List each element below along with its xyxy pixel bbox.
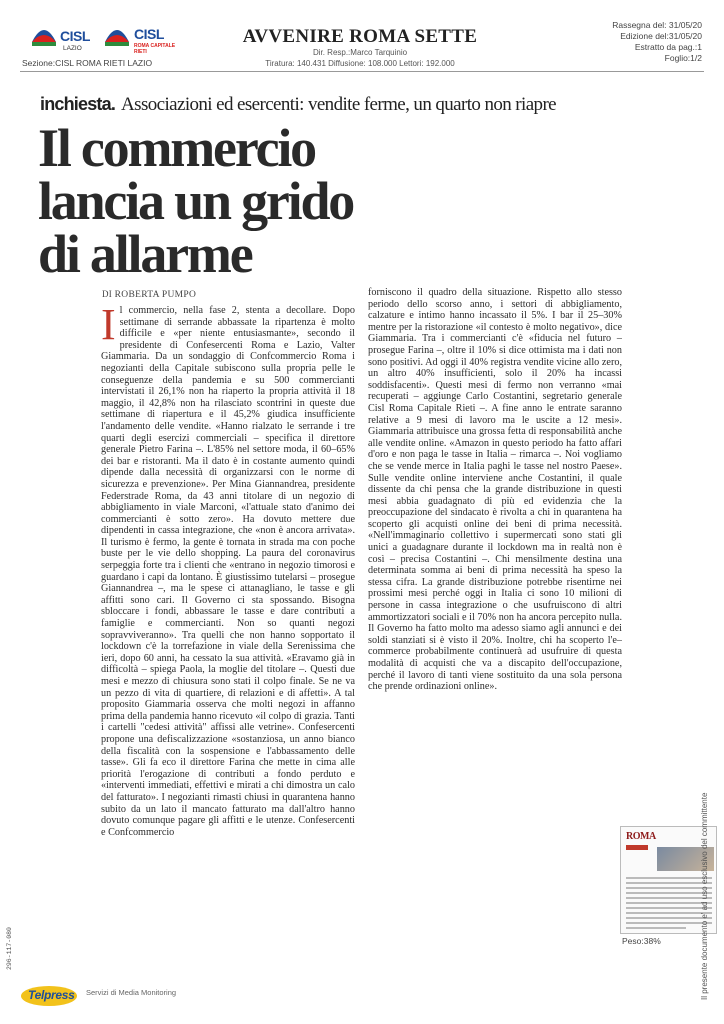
title-line: Il commercio [38, 118, 315, 178]
kicker-label: inchiesta. [40, 94, 116, 114]
column-text: l commercio, nella fase 2, stenta a decollare. Dopo settimane di serrande abbassate la ripartenza è molto difficile e «per niente entusiasmante», secondo il presidente di Confesercenti Roma e Lazio, Valter Giammaria. Da un sondaggio di Confcommercio Roma i negozianti della Capitale subiscono sulla propria pelle le conseguenze della pandemia e su 500 commercianti intervistati il 26,1% non ha riaperto la propria attività il 18 maggio, il 42,8% non ha rilasciato scontrini in queste due settimane di riapertura e il 45,2% giudica insufficiente l'andamento delle vendite. «Hanno rialzato le serrande i tre quarti degli esercizi commerciali – specifica il direttore generale Pietro Farina –. L'85% nel settore moda, il 60–65% dei bar e ristoranti. Ma il dato è in costante aumento quindi dipende dalla necessità di organizzarsi con le norme di sicurezza e prevenzione». Per Mina Giannandrea, presidente Federstrade Roma, da 43 anni titolare di un negozio di abbigliamento in viale Marconi, «l'attuale stato d'animo dei commercianti è sotto zero». Ha dovuto mettere due dipendenti in cassa integrazione, che «non è ancora arrivata». Il turismo è fermo, la gente è tornata in strada ma con poche buste per le vie dello shopping. La paura del coronavirus serpeggia forte tra i clienti che «entrano in negozio timorosi e guardano i capi da lontano. È giustissimo tutelarsi – prosegue Giannandrea –, ma le spese ci attanagliano, le tasse e gli affitti sono cari. Il Governo ci sta spossando. Bisogna sbloccare i fondi, abbassare le tasse e dare contributi a famiglie e commercianti. Non so quanti negozi sopravviveranno». Tra quelli che non hanno sopportato il lockdown c'è la torrefazione in viale della Serenissima che ieri, dopo 60 anni, ha cessato la sua attività. «Eravamo già in difficoltà – spiega Paola, la moglie del titolare –. Questi due mesi e mezzo di chiusura sono stati il colpo finale. Se ne va un pezzo di vita di quartiere, di relazioni e di affetti». A tal proposito Giammaria osserva che molti negozi in affanno prima della pandemia hanno ricevuto «il colpo di grazia. Tanti i cartelli "cedesi attività" affissi alle vetrine». Confesercenti propone una defiscalizzazione «sostanziosa, un anno bianco della fiscalità con la sospensione e l'abbassamento delle tasse». Gli fa eco il direttore Farina che mette in cima alle priorità l'erogazione di contributi a fondo perduto e «interventi immediati, effettivi e mirati a chi dimostra un calo del fatturato». I negozianti rimasti chiusi in quarantena hanno subito da un lato il mancato fatturato ma dall'altro hanno dovuto comunque pagare gli affitti e le utenze. Confesercenti e Confcommercio [101, 305, 355, 838]
telpress-logo-text: Telpress [28, 988, 75, 1002]
author-name: ROBERTA PUMPO [114, 290, 197, 300]
kicker-text: Associazioni ed esercenti: vendite ferme, un quarto non riapre [121, 94, 557, 115]
thumbnail-red-bar [626, 845, 648, 850]
document-code: 296-117-080 [6, 927, 13, 970]
logo-text: CISL [60, 28, 90, 44]
thumbnail-text-line [626, 927, 686, 929]
newspaper-title: AVVENIRE ROMA SETTE [242, 26, 478, 47]
footer-service: Servizi di Media Monitoring [86, 988, 177, 997]
telpress-logo [20, 985, 78, 1007]
usage-notice: Il presente documento e' ad uso esclusivo del committente [700, 792, 709, 1000]
section-label: Sezione:CISL ROMA RIETI LAZIO [22, 58, 153, 68]
review-date: Rassegna del: 31/05/20 [612, 20, 702, 30]
weight-label: Peso:38% [622, 936, 661, 946]
article-column-2 [368, 287, 622, 767]
logo-text: CISL [134, 26, 164, 42]
article-kicker [40, 94, 556, 116]
header-divider [20, 71, 704, 72]
article-title [38, 118, 558, 284]
director-line: Dir. Resp.:Marco Tarquinio [312, 48, 408, 57]
logo-subtext: ROMA CAPITALE RIETI [134, 43, 176, 55]
article-column-1 [101, 305, 355, 900]
logo-subtext: LAZIO [63, 45, 82, 52]
extract-page: Estratto da pag.:1 [634, 42, 702, 52]
circulation-line: Tiratura: 140.431 Diffusione: 108.000 Lettori: 192.000 [265, 59, 455, 68]
cisl-lazio-logo [30, 22, 98, 58]
byline [102, 289, 196, 300]
title-line: lancia un grido [38, 171, 354, 231]
document-header [0, 0, 724, 74]
column-text: forniscono il quadro della situazione. Rispetto allo stesso periodo dello scorso anno, i settori di abbigliamento, calzature e intimo hanno incassato il 5%. I bar il 25–30% mentre per la ristorazione «il contesto è molto negativo», dice Giammaria. Tra i commercianti c'è «fiducia nel futuro – prosegue Farina –, oltre il 10% si dice ottimista ma i dati non sono positivi. Ad oggi il 40% registra vendite vicine allo zero, un altro 40% insufficienti, solo il 20% ha incassi soddisfacenti». Questi mesi di fermo non verranno «mai recuperati – aggiunge Carlo Costantini, segretario generale Cisl Roma Capitale Rieti –. A fine anno le entrate saranno relative a 9 mesi di lavoro ma le uscite a 12 mesi». Giammaria attribuisce una grossa fetta di responsabilità anche alle vendite online. «Amazon in questo periodo ha fatto affari d'oro e non paga le tasse in Italia – rimarca –. Noi vogliamo che se vende merce in Italia paghi le tasse nel nostro Paese». Sulle vendite online interviene anche Costantini, il quale dissente da chi pensa che la grande distribuzione in questi mesi abbia guadagnato di più ed evidenzia che la preoccupazione del sindacato è rivolta a chi in quarantena ha scoperto gli acquisti online dei beni di prima necessità. «Nell'immaginario collettivo i supermercati sono stati gli unici a guadagnare durante il lockdown ma in realtà non è così – precisa Costantini –. Chi mensilmente destina una determinata somma ai beni di prima necessità ha speso la stessa cifra. La grande distribuzione potrebbe risentirne nei prossimi mesi perché oggi in Italia ci sono 10 milioni di persone in cassa integrazione o che usufruiscono di altri ammortizzatori sociali e il 70% non ha ancora percepito nulla. Il Governo ha fatto molto ma adesso siamo agli annunci e dei soldi stanziati si è visto il 20%. Inoltre, chi ha scoperto l'e–commerce probabilmente continuerà ad usufruire di questa modalità di acquisti che va a discapito dell'occupazione, perché il lavoro di tanti viene sostituito da una sola persona che prende ordinazioni online». [368, 287, 622, 693]
sheet-number: Foglio:1/2 [664, 53, 702, 63]
byline-prefix: DI [102, 289, 113, 299]
edition-date: Edizione del:31/05/20 [620, 31, 702, 41]
thumbnail-logo: ROMA [626, 831, 656, 842]
review-metadata [612, 20, 702, 64]
drop-cap: I [101, 305, 116, 349]
cisl-roma-logo [103, 22, 183, 58]
title-line: di allarme [38, 224, 252, 284]
